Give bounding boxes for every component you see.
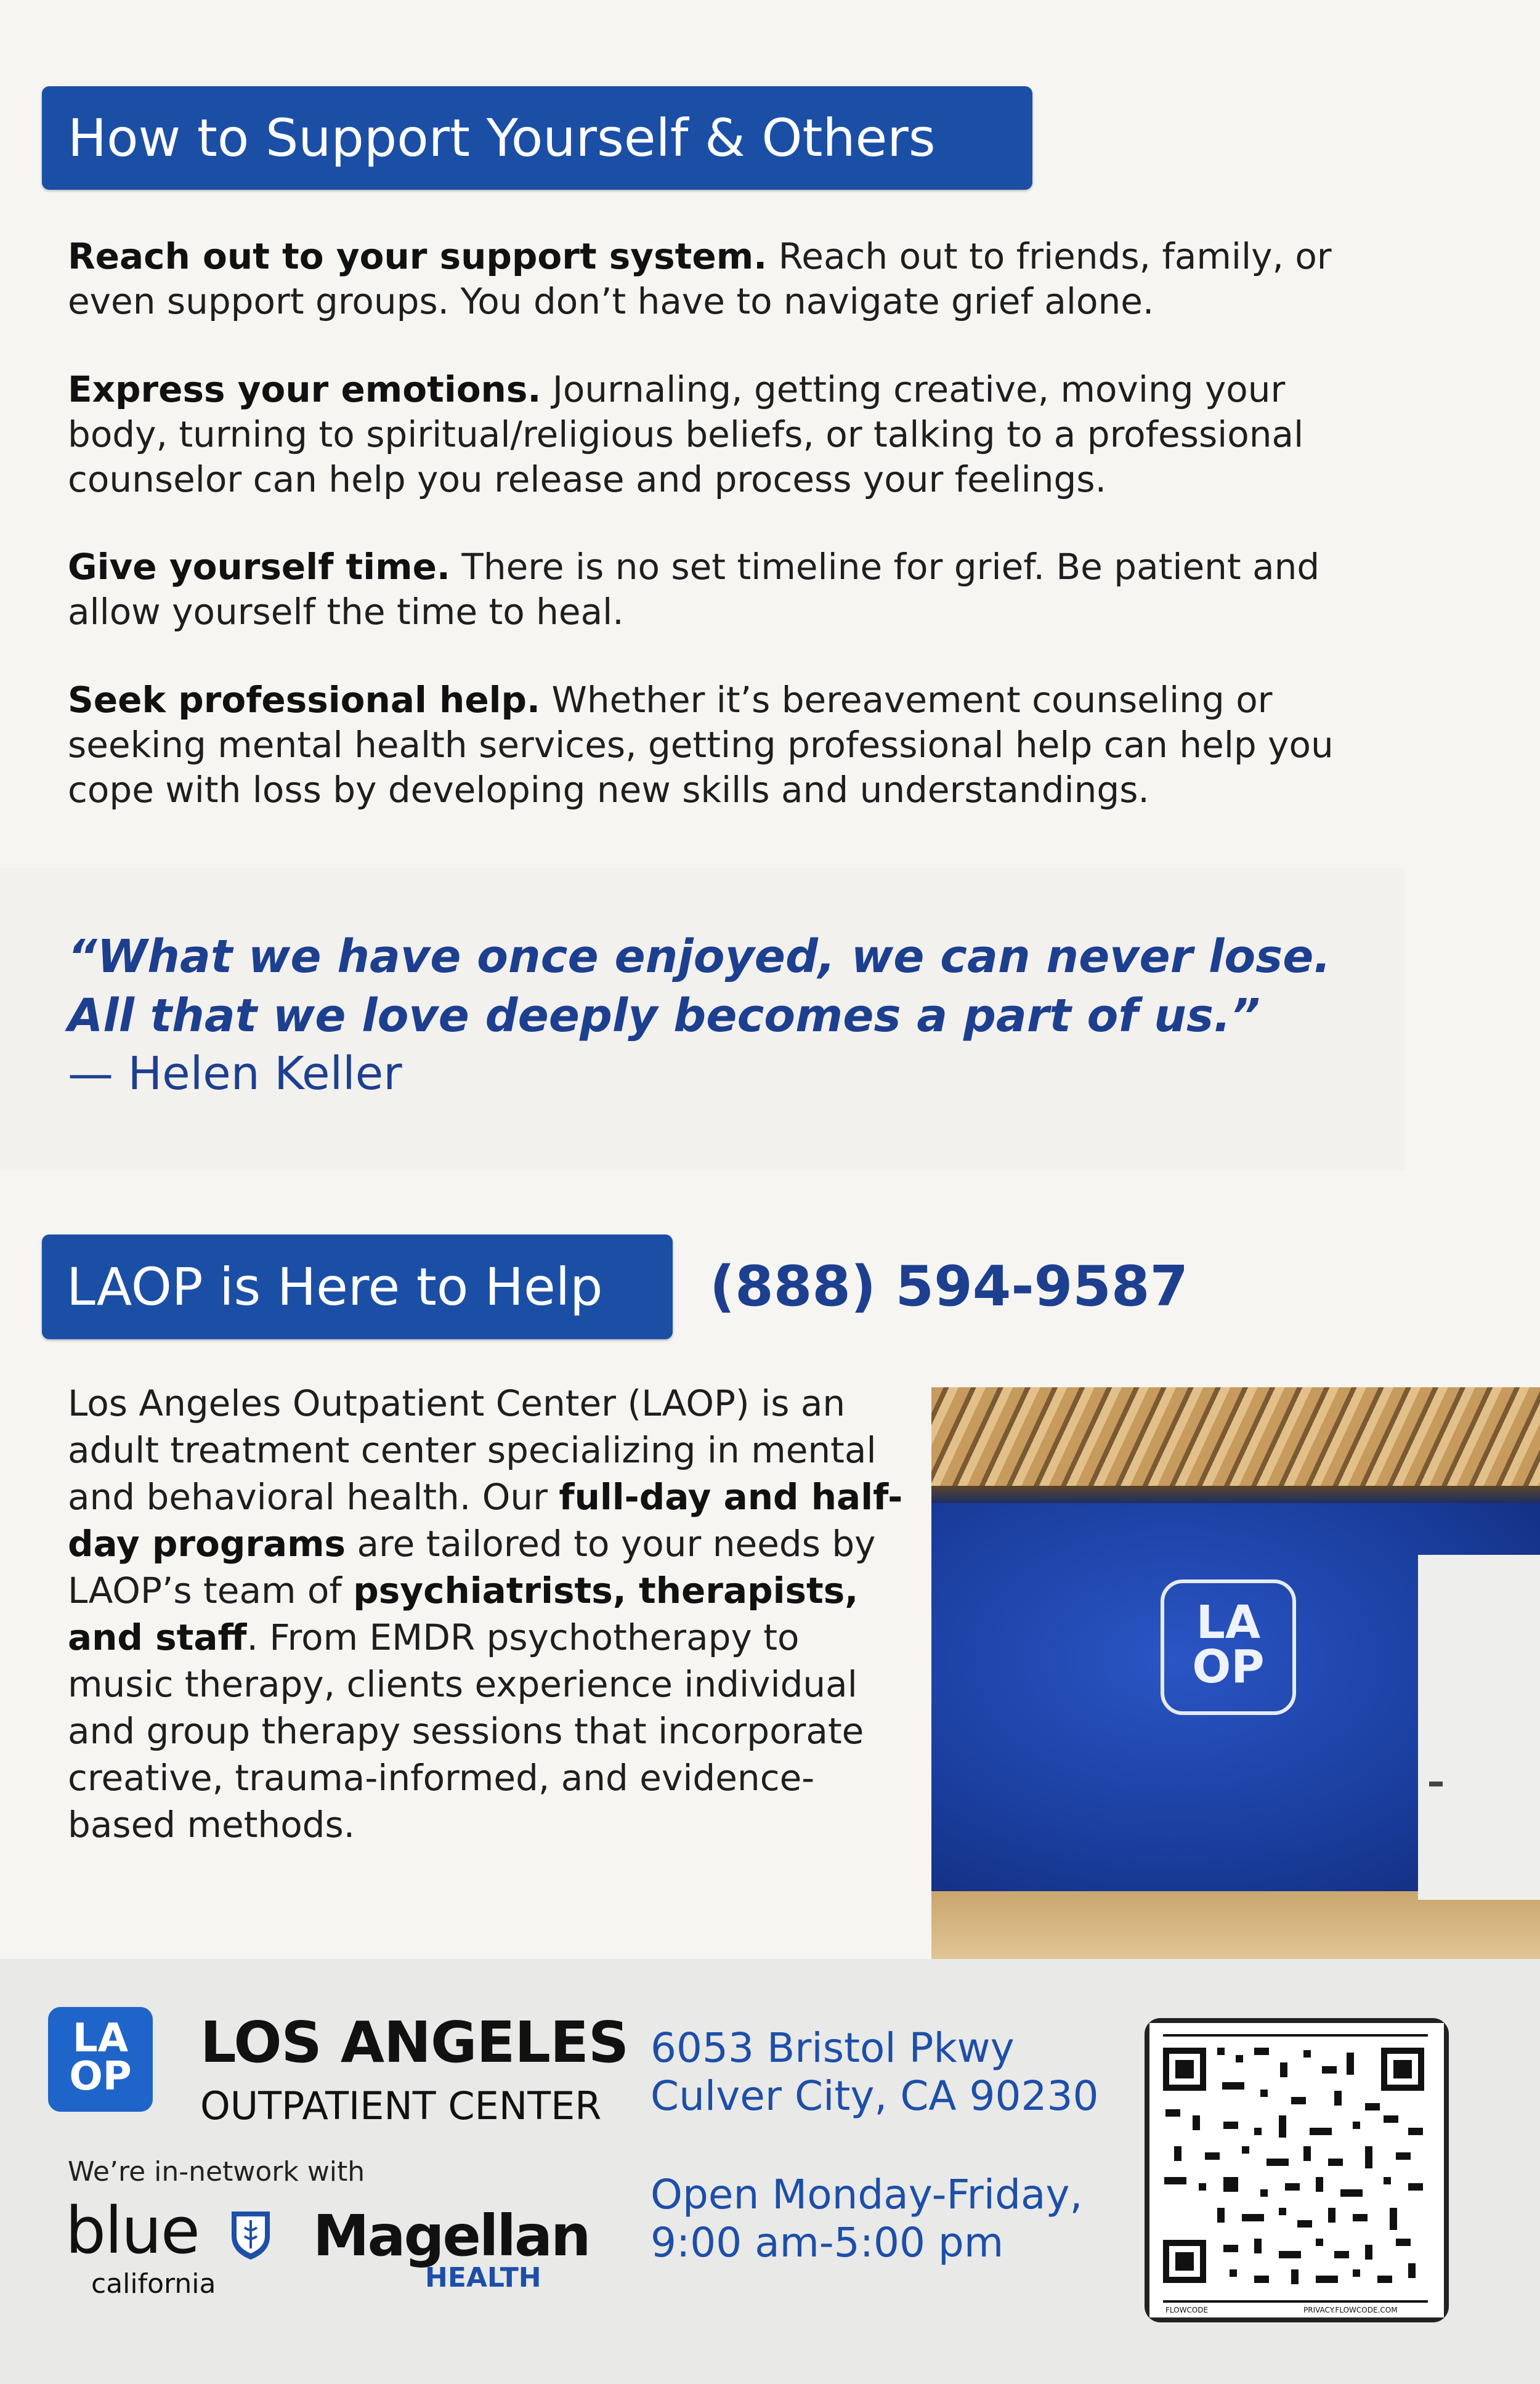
photo-ceiling: [931, 1387, 1540, 1498]
logo-name-line1: LOS ANGELES: [200, 2009, 629, 2075]
photo-door-handle: [1429, 1782, 1443, 1786]
photo-door: [1418, 1555, 1540, 1900]
tip-text: cope with loss by developing new skills and understandings.: [68, 769, 1149, 811]
magellan-logo-sub: HEALTH: [425, 2262, 541, 2293]
tip-text: counselor can help you release and process your feelings.: [68, 458, 1107, 500]
wall-logo-line1: LA: [1196, 1596, 1261, 1649]
tip-text: even support groups. You don’t have to navigate grief alone.: [68, 280, 1154, 322]
qr-label-right: PRIVACY.FLOWCODE.COM: [1303, 2306, 1398, 2314]
tip-professional-help: [68, 678, 1454, 813]
tip-title: Express your emotions.: [68, 368, 541, 410]
logo-line1: LA: [72, 2016, 129, 2061]
blue-shield-logo: blue: [65, 2193, 199, 2268]
logo-name-line2: OUTPATIENT CENTER: [200, 2083, 602, 2128]
in-network-label: We’re in-network with: [68, 2156, 365, 2187]
address-line-2: Culver City, CA 90230: [650, 2072, 1099, 2120]
about-team: psychiatrists, therapists, and staff: [68, 1570, 859, 1658]
qr-code-icon: [1149, 2023, 1444, 2317]
blue-shield-logo-sub: california: [91, 2268, 216, 2300]
office-photo: [931, 1387, 1540, 1960]
shield-icon: [229, 2209, 272, 2261]
tip-title: Give yourself time.: [68, 546, 450, 588]
tip-text: seeking mental health services, getting professional help can help you: [68, 724, 1334, 766]
support-section-header: [42, 86, 1032, 190]
about-text: Los Angeles Outpatient Center (LAOP) is an adult treatment center specializing in mental and behavioral health. Our: [68, 1382, 877, 1518]
tip-text: There is no set timeline for grief. Be patient and: [450, 546, 1320, 588]
photo-floor: [931, 1891, 1540, 1960]
tip-give-time: [68, 545, 1454, 635]
tip-text: Journaling, getting creative, moving your: [541, 368, 1286, 410]
photo-ceiling-shadow: [931, 1486, 1540, 1504]
logo-line2: OP: [69, 2054, 132, 2099]
tip-support-system: [68, 234, 1454, 324]
phone-number[interactable]: (888) 594-9587: [710, 1254, 1189, 1319]
hours-line-2: 9:00 am-5:00 pm: [650, 2219, 1004, 2266]
help-section-title: LAOP is Here to Help: [67, 1257, 603, 1317]
tip-title: Seek professional help.: [68, 679, 541, 721]
about-text: are tailored to your needs by LAOP’s team of: [68, 1523, 876, 1612]
magellan-logo: Magellan: [313, 2203, 590, 2269]
quote-line-1: “What we have once enjoyed, we can never lose.: [68, 930, 1331, 983]
address-line-1: 6053 Bristol Pkwy: [650, 2024, 1015, 2072]
qr-label-left: FLOWCODE: [1165, 2306, 1209, 2314]
tip-title: Reach out to your support system.: [68, 235, 768, 277]
tip-text: body, turning to spiritual/religious beliefs, or talking to a professional: [68, 413, 1304, 455]
qr-code[interactable]: [1145, 2018, 1449, 2322]
wall-logo: [1161, 1579, 1296, 1715]
quote-line-2: All that we love deeply becomes a part of us.”: [68, 989, 1260, 1042]
tip-express-emotions: [68, 367, 1454, 502]
help-section-header: [42, 1235, 673, 1339]
about-text: . From EMDR psychotherapy to music therapy, clients experience individual and group therapy sessions that incorporate creative, trauma-informed, and evidence-based methods.: [68, 1616, 864, 1846]
support-section-title: How to Support Yourself & Others: [68, 108, 936, 168]
tip-text: Reach out to friends, family, or: [767, 235, 1332, 277]
hours-line-1: Open Monday-Friday,: [650, 2171, 1083, 2218]
laop-logo-icon: [48, 2007, 153, 2112]
quote-author: — Helen Keller: [68, 1047, 402, 1100]
tip-text: Whether it’s bereavement counseling or: [540, 679, 1273, 721]
about-paragraph: [68, 1380, 906, 1848]
wall-logo-line2: OP: [1192, 1640, 1265, 1693]
about-programs: full-day and half-day programs: [68, 1476, 903, 1565]
tip-text: allow yourself the time to heal.: [68, 591, 624, 633]
